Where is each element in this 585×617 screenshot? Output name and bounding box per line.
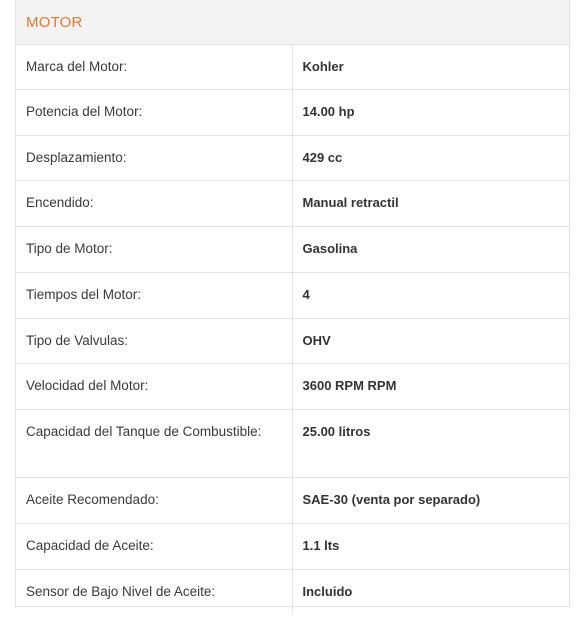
specifications-table [16, 45, 569, 614]
section-header [16, 0, 569, 45]
spec-label: Tipo de Motor: [16, 227, 292, 273]
spec-row-capacidad-aceite [16, 524, 569, 570]
spec-value: 429 cc [302, 150, 343, 165]
spec-label: Encendido: [16, 181, 292, 227]
spec-label: Marca del Motor: [16, 45, 292, 90]
spec-value: 14.00 hp [302, 104, 355, 119]
spec-label: Velocidad del Motor: [16, 364, 292, 410]
spec-label: Desplazamiento: [16, 136, 292, 181]
spec-value: SAE-30 (venta por separado) [302, 492, 481, 507]
spec-row-tiempos [16, 273, 569, 319]
spec-label: Capacidad del Tanque de Combustible: [16, 410, 292, 478]
spec-label: Tipo de Valvulas: [16, 319, 292, 364]
spec-label: Capacidad de Aceite: [16, 524, 292, 570]
spec-row-tipo-motor [16, 227, 569, 273]
spec-value: Gasolina [302, 241, 358, 256]
spec-row-velocidad [16, 364, 569, 410]
spec-value: OHV [302, 333, 331, 348]
spec-row-aceite-recomendado [16, 478, 569, 524]
spec-label: Sensor de Bajo Nivel de Aceite: [16, 570, 292, 615]
spec-value: 4 [302, 287, 310, 302]
spec-value: 25.00 litros [302, 424, 371, 439]
spec-row-desplazamiento [16, 136, 569, 181]
spec-value: 1.1 lts [302, 538, 340, 553]
spec-label: Aceite Recomendado: [16, 478, 292, 524]
specifications-panel [15, 0, 570, 607]
spec-value: Manual retractil [302, 195, 399, 210]
spec-value: 3600 RPM RPM [302, 378, 397, 393]
spec-value: Incluido [302, 584, 353, 599]
spec-row-encendido [16, 181, 569, 227]
spec-row-potencia [16, 90, 569, 136]
spec-row-tanque [16, 410, 569, 478]
section-title: MOTOR [26, 13, 83, 31]
spec-value: Kohler [302, 59, 344, 74]
spec-row-sensor-aceite [16, 570, 569, 615]
spec-row-valvulas [16, 319, 569, 364]
spec-label: Tiempos del Motor: [16, 273, 292, 319]
spec-row-marca [16, 45, 569, 90]
spec-label: Potencia del Motor: [16, 90, 292, 136]
